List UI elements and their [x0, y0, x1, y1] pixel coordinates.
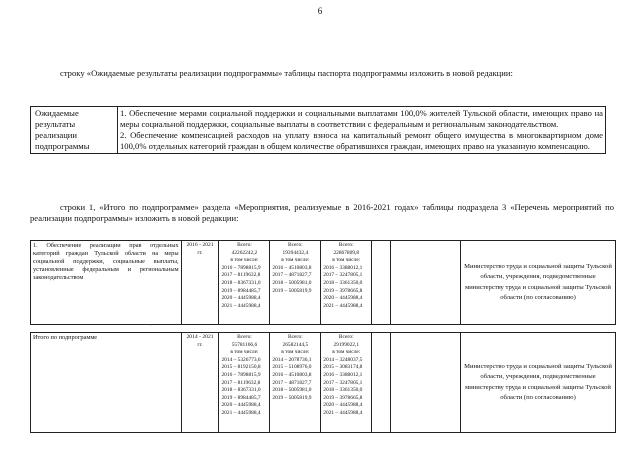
funding-line: 2019 – 5005819,9: [272, 394, 312, 401]
row-regional-funding: [321, 241, 372, 325]
total-federal-funding: [270, 333, 321, 433]
passport-table: [30, 106, 606, 154]
funding-line: 2014 – 5326773,6: [221, 356, 261, 363]
funding-line: Всего:: [287, 334, 303, 340]
row-name: 1. Обеспечение реализации прав отдельных категорий граждан Тульской области на меры социальной поддержки, социальные выплаты, установленные федеральным и региональным законодательством: [31, 241, 182, 325]
funding-line: Всего:: [338, 334, 354, 340]
funding-line: в том числе:: [281, 349, 310, 356]
funding-line: в том числе:: [281, 257, 310, 264]
empty-cell: [390, 333, 460, 433]
funding-line: 2017 – 8119632,8: [221, 379, 261, 386]
funding-line: 2018 – 5005981,0: [272, 387, 312, 394]
total-regional-funding: [321, 333, 372, 433]
funding-line: 2014 – 2078736,1: [272, 356, 312, 363]
funding-line: Всего:: [287, 242, 303, 248]
intro-paragraph-1: строку «Ожидаемые результаты реализации подпрограммы» таблицы паспорта подпрограммы изложить в новой редакции:: [60, 68, 513, 78]
funding-line: в том числе:: [230, 349, 259, 356]
funding-line: 2019 – 8984485,7: [221, 287, 261, 294]
total-total-funding: [219, 333, 270, 433]
funding-line: 26582144,5: [282, 341, 309, 348]
total-executor: Министерство труда и социальной защиты Тульской области, учреждения, подведомственные министерству труда и социальной защиты Тульской области (по согласованию): [461, 333, 616, 433]
funding-line: 2017 – 3247805,1: [323, 272, 363, 279]
funding-line: 19394432,4: [282, 249, 309, 256]
funding-line: 2020 – 4445988,4: [221, 295, 261, 302]
funding-line: 22867809,8: [333, 249, 360, 256]
funding-line: 2018 – 5005981,0: [272, 279, 312, 286]
funding-line: 2019 – 3978665,8: [323, 287, 363, 294]
funding-line: 55781166,6: [231, 341, 258, 348]
funding-line: 2019 – 5005819,9: [272, 287, 312, 294]
row-executor: Министерство труда и социальной защиты Тульской области, учреждения, подведомственные министерству труда и социальной защиты Тульской области (по согласованию): [461, 241, 616, 325]
funding-line: в том числе:: [230, 257, 259, 264]
measures-table-total: [30, 332, 616, 433]
funding-line: Всего:: [237, 334, 252, 340]
row-federal-funding: [270, 241, 321, 325]
funding-line: 2015 – 8192150,8: [221, 364, 261, 371]
funding-line: Всего:: [237, 242, 252, 248]
passport-content: [118, 107, 606, 154]
funding-line: 2018 – 3361350,0: [323, 279, 363, 286]
funding-line: 2015 – 5108976,0: [272, 364, 312, 371]
passport-label: Ожидаемые результаты реализации подпрограммы: [31, 107, 118, 154]
funding-line: 2014 – 3248037,5: [323, 356, 363, 363]
page-number: 6: [317, 6, 323, 16]
funding-line: 2021 – 4445988,4: [221, 409, 261, 416]
empty-cell: [372, 241, 390, 325]
row-period: 2016 - 2021 гг.: [181, 241, 219, 325]
funding-line: 2016 – 3388012,1: [323, 371, 363, 378]
funding-line: 2020 – 4445988,4: [323, 295, 363, 302]
funding-line: 29199022,1: [333, 341, 360, 348]
total-name: Итого по подпрограмме: [31, 333, 182, 433]
funding-line: 2017 – 8119632,8: [221, 272, 261, 279]
funding-line: 2020 – 4445988,4: [221, 402, 261, 409]
funding-line: 2018 – 8367331,0: [221, 387, 261, 394]
passport-item-1: 1. Обеспечение мерами социальной поддержки и социальными выплатами 100,0% жителей Тульской области, имеющих право на меры социальной поддержки, социальные выплаты в соответствии с федеральным и региональным законодательством.: [120, 108, 603, 129]
funding-line: 2021 – 4445988,4: [221, 302, 261, 309]
funding-line: 42262242,2: [231, 249, 258, 256]
row-total-funding: [219, 241, 270, 325]
funding-line: 2015 – 3083174,8: [323, 364, 363, 371]
funding-line: Всего:: [338, 242, 354, 248]
funding-line: 2017 – 4871827,7: [272, 379, 312, 386]
funding-line: 2016 – 4510803,8: [272, 371, 312, 378]
empty-cell: [372, 333, 390, 433]
funding-line: 2016 – 7898815,9: [221, 371, 261, 378]
funding-line: 2021 – 4445988,4: [323, 409, 363, 416]
funding-line: в том числе:: [332, 349, 361, 356]
funding-line: 2020 – 4445988,4: [323, 402, 363, 409]
stray-mark: ·: [150, 323, 152, 329]
funding-line: в том числе:: [332, 257, 361, 264]
funding-line: 2017 – 4871827,7: [272, 272, 312, 279]
funding-line: 2016 – 7898815,9: [221, 264, 261, 271]
funding-line: 2016 – 4510803,8: [272, 264, 312, 271]
passport-item-2: 2. Обеспечение компенсацией расходов на уплату взноса на капитальный ремонт общего имущества в многоквартирном доме 100,0% отдельных категорий граждан в общем количестве обратившихся граждан, имеющих право на указанную компенсацию.: [120, 130, 603, 151]
funding-line: 2017 – 3247805,1: [323, 379, 363, 386]
funding-line: 2018 – 3361350,0: [323, 387, 363, 394]
funding-line: 2019 – 3978665,8: [323, 394, 363, 401]
funding-line: 2018 – 8367331,0: [221, 279, 261, 286]
intro-paragraph-2: строки 1, «Итого по подпрограмме» раздела «Мероприятия, реализуемые в 2016-2021 годах» таблицы подраздела 3 «Перечень мероприятий по реализации подпрограммы» изложить в новой редакции:: [30, 202, 614, 223]
total-period: 2014 - 2021 гг.: [181, 333, 219, 433]
funding-line: 2016 – 3388012,1: [323, 264, 363, 271]
empty-cell: [390, 241, 460, 325]
funding-line: 2019 – 8984485,7: [221, 394, 261, 401]
funding-line: 2021 – 4445988,4: [323, 302, 363, 309]
measures-table-row-1: [30, 240, 616, 325]
